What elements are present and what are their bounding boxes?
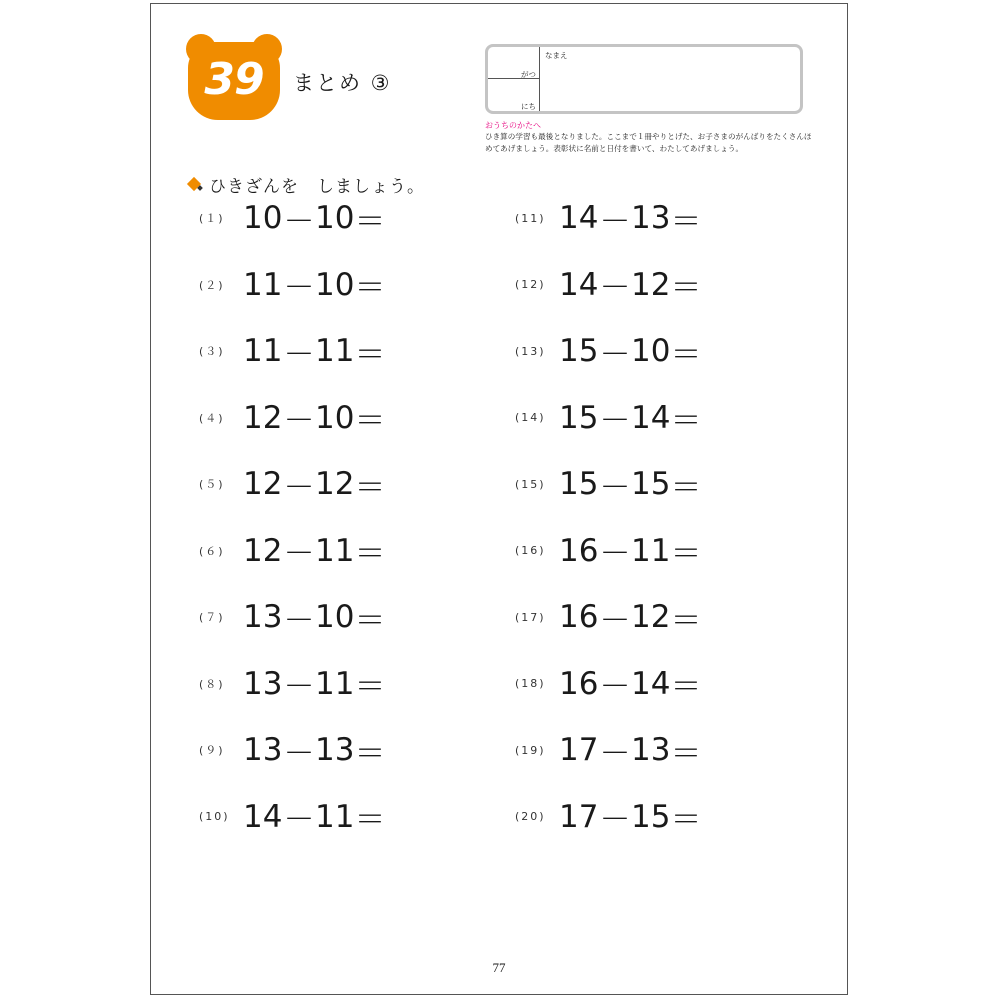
problem-number: (13)	[515, 344, 546, 358]
problem-number: (８)	[199, 677, 225, 691]
minus-sign: －	[599, 669, 631, 705]
minus-sign: －	[599, 270, 631, 306]
problem-number: (７)	[199, 611, 225, 624]
subtrahend: 11	[315, 665, 355, 702]
month-label: がつ	[521, 70, 536, 79]
minuend: 13	[243, 732, 283, 768]
problem-row	[199, 720, 386, 780]
problem-number: (17)	[515, 610, 546, 624]
subtrahend: 14	[631, 399, 671, 436]
minuend: 10	[243, 200, 283, 236]
problem-number: (19)	[515, 743, 546, 757]
minuend: 11	[243, 333, 283, 369]
minuend: 13	[243, 599, 283, 635]
equals-sign: ＝	[354, 669, 386, 705]
subtrahend: 11	[315, 532, 355, 569]
minus-sign: －	[283, 536, 315, 572]
minuend: 14	[559, 200, 599, 236]
problem-row	[199, 388, 386, 448]
problem-number: (14)	[515, 411, 546, 424]
problem-number: (２)	[199, 278, 225, 292]
minus-sign: －	[283, 602, 315, 639]
subtrahend: 10	[315, 599, 355, 635]
equals-sign: ＝	[670, 270, 702, 306]
minus-sign: －	[283, 336, 315, 373]
equals-sign: ＝	[670, 536, 702, 572]
minus-sign: －	[599, 735, 631, 772]
minus-sign: －	[283, 735, 315, 772]
problem-row	[515, 587, 702, 647]
equals-sign: ＝	[354, 469, 386, 506]
minuend: 12	[243, 532, 283, 569]
problem-row	[199, 787, 386, 847]
name-label: なまえ	[545, 51, 568, 60]
problem-row	[515, 654, 702, 714]
equals-sign: ＝	[670, 203, 702, 240]
minus-sign: －	[599, 469, 631, 506]
problem-number: (12)	[515, 278, 546, 291]
subtrahend: 12	[631, 599, 671, 635]
minuend: 14	[559, 266, 599, 303]
minus-sign: －	[283, 669, 315, 705]
subtrahend: 13	[631, 200, 671, 236]
equals-sign: ＝	[670, 735, 702, 772]
problem-number: (18)	[515, 677, 546, 690]
equals-sign: ＝	[354, 270, 386, 306]
problem-row	[515, 255, 702, 315]
minuend: 12	[243, 399, 283, 436]
minus-sign: －	[599, 336, 631, 373]
subtrahend: 12	[631, 266, 671, 303]
minuend: 11	[243, 266, 283, 303]
equals-sign: ＝	[670, 669, 702, 705]
equals-sign: ＝	[670, 602, 702, 639]
problem-number: (４)	[199, 411, 225, 425]
equals-sign: ＝	[354, 735, 386, 772]
instruction-text: ひきざんを しましょう。	[209, 177, 425, 197]
subtrahend: 15	[631, 798, 671, 835]
minus-sign: －	[283, 203, 315, 240]
equals-sign: ＝	[670, 403, 702, 439]
problem-row	[515, 321, 702, 381]
minuend: 16	[559, 665, 599, 702]
subtrahend: 10	[315, 266, 355, 303]
minus-sign: －	[599, 203, 631, 240]
parent-note-heading: おうちのかたへ	[485, 121, 541, 130]
equals-sign: ＝	[670, 802, 702, 838]
subtrahend: 11	[315, 333, 355, 369]
problem-number: (16)	[515, 544, 546, 557]
subtrahend: 13	[631, 732, 671, 768]
equals-sign: ＝	[354, 336, 386, 373]
minuend: 15	[559, 333, 599, 369]
problem-row	[515, 454, 702, 514]
problem-row	[199, 521, 386, 581]
problem-row	[199, 454, 386, 514]
day-label: にち	[521, 102, 536, 111]
name-date-box	[485, 44, 803, 114]
equals-sign: ＝	[354, 403, 386, 439]
problem-row	[199, 255, 386, 315]
parent-note-text: ひき算の学習も最後となりました。ここまで１冊やりとげた、お子さまのがんばりをたくさんほめてあげましょう。表彰状に名前と日付を書いて、わたしてあげましょう。	[485, 132, 812, 153]
problem-row	[515, 521, 702, 581]
worksheet-page	[150, 3, 848, 995]
problem-row	[515, 720, 702, 780]
minuend: 16	[559, 532, 599, 569]
minus-sign: －	[283, 403, 315, 439]
subtrahend: 10	[631, 333, 671, 369]
problem-row	[199, 321, 386, 381]
problem-row	[515, 388, 702, 448]
equals-sign: ＝	[354, 802, 386, 838]
subtrahend: 13	[315, 732, 355, 768]
subtrahend: 10	[315, 200, 355, 236]
equals-sign: ＝	[354, 602, 386, 639]
minus-sign: －	[599, 536, 631, 572]
minuend: 14	[243, 798, 283, 835]
lesson-number-badge	[186, 34, 282, 120]
minus-sign: －	[599, 602, 631, 639]
subtrahend: 15	[631, 466, 671, 502]
problem-number: (３)	[199, 345, 225, 358]
problem-row	[515, 787, 702, 847]
minuend: 17	[559, 732, 599, 768]
minus-sign: －	[599, 403, 631, 439]
subtrahend: 10	[315, 399, 355, 436]
equals-sign: ＝	[670, 469, 702, 506]
minus-sign: －	[599, 802, 631, 838]
minus-sign: －	[283, 802, 315, 838]
subtrahend: 14	[631, 665, 671, 702]
minuend: 12	[243, 466, 283, 502]
lesson-title: まとめ ③	[293, 71, 392, 95]
problem-number: (15)	[515, 477, 546, 491]
problem-number: (５)	[199, 478, 225, 491]
equals-sign: ＝	[354, 203, 386, 240]
problem-number: (10)	[199, 810, 230, 823]
problem-row	[199, 188, 386, 248]
minus-sign: －	[283, 270, 315, 306]
minuend: 16	[559, 599, 599, 635]
problem-number: (６)	[199, 544, 225, 558]
problem-row	[199, 587, 386, 647]
subtrahend: 12	[315, 466, 355, 502]
minuend: 15	[559, 466, 599, 502]
equals-sign: ＝	[670, 336, 702, 373]
problem-number: (20)	[515, 810, 546, 823]
subtrahend: 11	[631, 532, 671, 569]
minus-sign: －	[283, 469, 315, 506]
equals-sign: ＝	[354, 536, 386, 572]
minuend: 13	[243, 665, 283, 702]
page-number: 77	[492, 960, 506, 975]
problem-row	[515, 188, 702, 248]
minuend: 15	[559, 399, 599, 436]
problem-number: (11)	[515, 211, 546, 225]
minuend: 17	[559, 798, 599, 835]
subtrahend: 11	[315, 798, 355, 835]
problem-number: (９)	[199, 744, 225, 757]
problem-number: (１)	[199, 212, 225, 225]
date-column	[488, 47, 540, 111]
lesson-number: 39	[204, 54, 264, 105]
problem-row	[199, 654, 386, 714]
